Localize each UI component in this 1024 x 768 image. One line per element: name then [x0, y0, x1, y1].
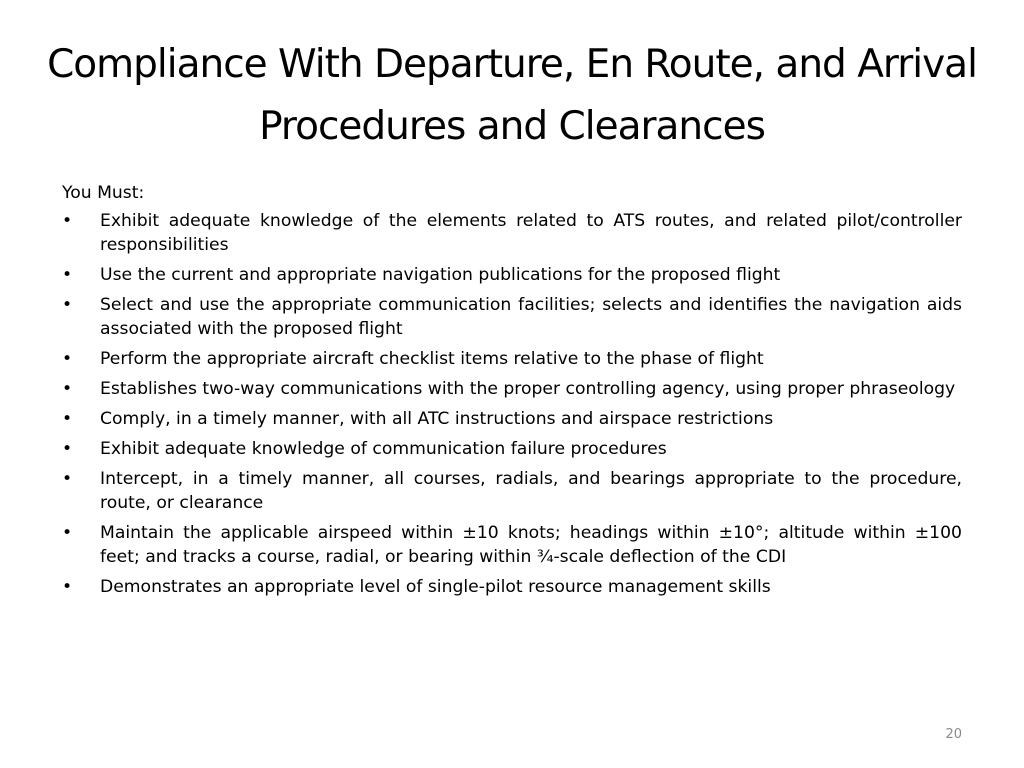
bullet-icon: •: [62, 295, 73, 315]
list-item: [62, 209, 962, 257]
intro-text: You Must:: [62, 183, 145, 203]
list-item: [62, 407, 962, 431]
list-item: [62, 437, 962, 461]
bullet-icon: •: [62, 349, 73, 369]
bullet-icon: •: [62, 409, 73, 429]
list-item: [62, 575, 962, 599]
bullet-icon: •: [62, 379, 73, 399]
slide-body: [62, 181, 962, 605]
bullet-icon: •: [62, 523, 73, 543]
slide-title: Compliance With Departure, En Route, and Arrival Procedures and Clearances: [47, 42, 977, 149]
list-item: [62, 467, 962, 515]
list-item-text: Demonstrates an appropriate level of single-pilot resource management skills: [100, 577, 771, 597]
bullet-icon: •: [62, 439, 73, 459]
list-item-text: Exhibit adequate knowledge of the elements related to ATS routes, and related pilot/controller responsibilities: [100, 211, 962, 255]
list-item-text: Maintain the applicable airspeed within ±10 knots; headings within ±10°; altitude within ±100 feet; and tracks a course, radial, or bearing within ¾-scale deflection of the CDI: [100, 523, 962, 567]
slide-number: 20: [945, 727, 962, 742]
bullet-icon: •: [62, 265, 73, 285]
list-item: [62, 263, 962, 287]
requirements-list: [62, 209, 962, 599]
list-item: [62, 377, 962, 401]
list-item: [62, 347, 962, 371]
list-item: [62, 293, 962, 341]
list-item: [62, 521, 962, 569]
bullet-icon: •: [62, 211, 73, 231]
list-item-text: Intercept, in a timely manner, all courses, radials, and bearings appropriate to the procedure, route, or clearance: [100, 469, 962, 513]
bullet-icon: •: [62, 469, 73, 489]
list-item-text: Select and use the appropriate communication facilities; selects and identifies the navigation aids associated with the proposed flight: [100, 295, 962, 339]
bullet-icon: •: [62, 577, 73, 597]
list-item-text: Perform the appropriate aircraft checklist items relative to the phase of flight: [100, 349, 764, 369]
list-item-text: Establishes two-way communications with the proper controlling agency, using proper phraseology: [100, 379, 956, 399]
list-item-text: Exhibit adequate knowledge of communication failure procedures: [100, 439, 667, 459]
list-item-text: Use the current and appropriate navigation publications for the proposed flight: [100, 265, 781, 285]
list-item-text: Comply, in a timely manner, with all ATC instructions and airspace restrictions: [100, 409, 774, 429]
